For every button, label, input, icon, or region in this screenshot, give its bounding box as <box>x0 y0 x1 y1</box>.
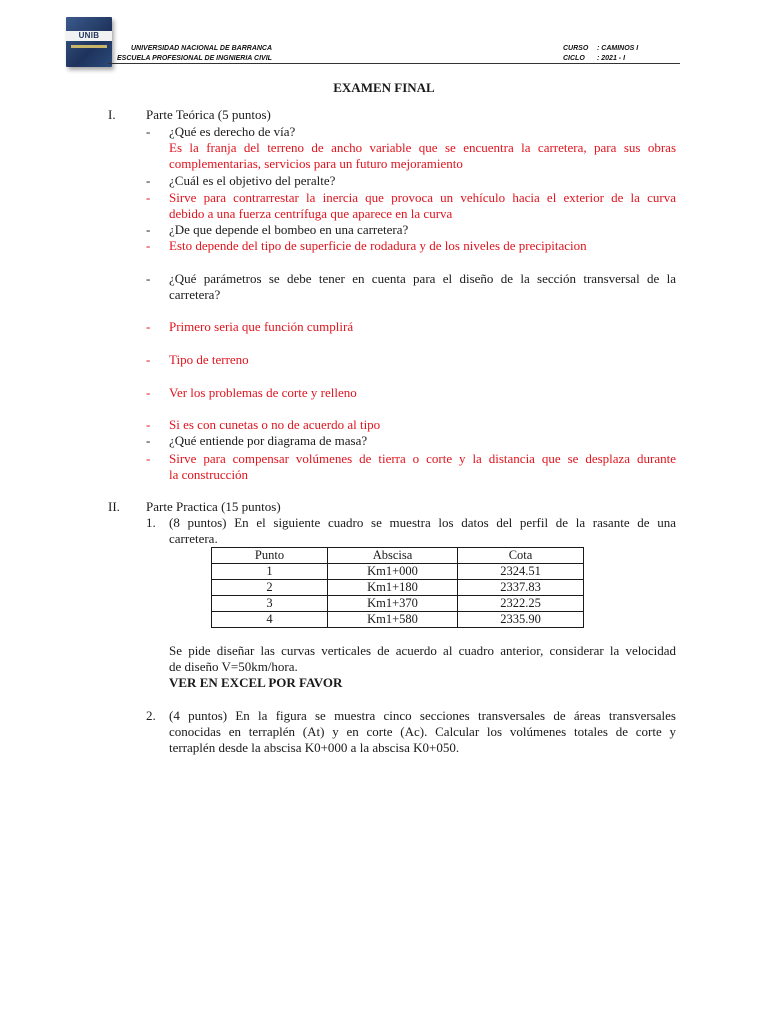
table-header-row <box>212 548 584 564</box>
question-4-line-1: ¿Qué parámetros se debe tener en cuenta para el diseño de la sección transversal de la <box>169 271 676 286</box>
problem-1-number: 1. <box>146 515 156 530</box>
excel-note: VER EN EXCEL POR FAVOR <box>169 675 343 690</box>
table-cell: 1 <box>212 564 328 580</box>
bullet: - <box>146 271 151 286</box>
table-cell: Km1+180 <box>328 580 458 596</box>
answer-1-line-1: Es la franja del terreno de ancho variable que se encuentra la carretera, para sus obras <box>169 140 676 155</box>
page-title: EXAMEN FINAL <box>333 80 435 95</box>
table-cell: 4 <box>212 612 328 628</box>
part2-numeral: II. <box>108 499 120 514</box>
answer-1-line-2: complementarias, servicios para un futuro mejoramiento <box>169 156 463 171</box>
school-name: ESCUELA PROFESIONAL DE INGNIERIA CIVIL <box>117 55 272 62</box>
table-cell: 2335.90 <box>458 612 584 628</box>
answer-4-item-4: Si es con cunetas o no de acuerdo al tipo <box>169 417 381 432</box>
part1-heading: Parte Teórica (5 puntos) <box>146 107 271 122</box>
header-course-info <box>563 44 638 64</box>
table-cell: Km1+000 <box>328 564 458 580</box>
bullet: - <box>146 222 151 237</box>
problem-1-line-2: carretera. <box>169 531 218 546</box>
question-3: ¿De que depende el bombeo en una carretera? <box>169 222 409 237</box>
header-institution <box>117 44 272 64</box>
answer-4-item-1: Primero seria que función cumplirá <box>169 319 354 334</box>
bullet: - <box>146 173 151 188</box>
bullet: - <box>146 352 151 367</box>
course-label: CURSO <box>563 45 589 52</box>
problem-1-text-line-1: Se pide diseñar las curvas verticales de acuerdo al cuadro anterior, considerar la velocidad <box>169 643 676 658</box>
problem-2-line-1: (4 puntos) En la figura se muestra cinco secciones transversales de áreas transversales <box>169 708 676 723</box>
table-cell: 2322.25 <box>458 596 584 612</box>
problem-1-text-line-2: de diseño V=50km/hora. <box>169 659 298 674</box>
course-value: : CAMINOS I <box>597 45 639 52</box>
answer-5-line-2: la construcción <box>169 467 249 482</box>
bullet: - <box>146 319 151 334</box>
problem-2-number: 2. <box>146 708 156 723</box>
answer-3: Esto depende del tipo de superficie de rodadura y de los niveles de precipitacion <box>169 238 587 253</box>
question-4-line-2: carretera? <box>169 287 221 302</box>
question-2: ¿Cuál es el objetivo del peralte? <box>169 173 336 188</box>
column-header: Punto <box>212 548 328 564</box>
table-cell: 3 <box>212 596 328 612</box>
university-logo <box>66 17 112 67</box>
part2-heading: Parte Practica (15 puntos) <box>146 499 281 514</box>
bullet: - <box>146 417 151 432</box>
bullet: - <box>146 433 151 448</box>
logo-stripe <box>71 45 107 48</box>
answer-2-line-2: debido a una fuerza centrífuga que aparece en la curva <box>169 206 453 221</box>
logo-text: UNIB <box>66 31 112 41</box>
column-header: Cota <box>458 548 584 564</box>
table-row <box>212 612 584 628</box>
header-divider <box>108 63 680 64</box>
bullet: - <box>146 190 151 205</box>
bullet: - <box>146 238 151 253</box>
answer-5-line-1: Sirve para compensar volúmenes de tierra o corte y la distancia que se desplaza durante <box>169 451 676 466</box>
problem-2-line-2: conocidas en terraplén (At) y en corte (Ac). Calcular los volúmenes totales de corte y <box>169 724 676 739</box>
table-cell: 2 <box>212 580 328 596</box>
problem-1-line-1: (8 puntos) En el siguiente cuadro se muestra los datos del perfil de la rasante de una <box>169 515 676 530</box>
table-row <box>212 596 584 612</box>
answer-2-line-1: Sirve para contrarrestar la inercia que provoca un vehículo hacia el exterior de la curva <box>169 190 676 205</box>
table-row <box>212 564 584 580</box>
answer-4-item-3: Ver los problemas de corte y relleno <box>169 385 357 400</box>
profile-table <box>211 547 584 628</box>
question-1: ¿Qué es derecho de vía? <box>169 124 296 139</box>
bullet: - <box>146 385 151 400</box>
bullet: - <box>146 124 151 139</box>
table-row <box>212 580 584 596</box>
cycle-label: CICLO <box>563 55 585 62</box>
table-cell: Km1+580 <box>328 612 458 628</box>
question-5: ¿Qué entiende por diagrama de masa? <box>169 433 368 448</box>
cycle-value: : 2021 - I <box>597 55 626 62</box>
answer-4-item-2: Tipo de terreno <box>169 352 249 367</box>
table-cell: 2324.51 <box>458 564 584 580</box>
part1-numeral: I. <box>108 107 116 122</box>
table-cell: Km1+370 <box>328 596 458 612</box>
bullet: - <box>146 451 151 466</box>
table-cell: 2337.83 <box>458 580 584 596</box>
problem-2-line-3: terraplén desde la abscisa K0+000 a la abscisa K0+050. <box>169 740 460 755</box>
university-name: UNIVERSIDAD NACIONAL DE BARRANCA <box>131 45 273 52</box>
column-header: Abscisa <box>328 548 458 564</box>
